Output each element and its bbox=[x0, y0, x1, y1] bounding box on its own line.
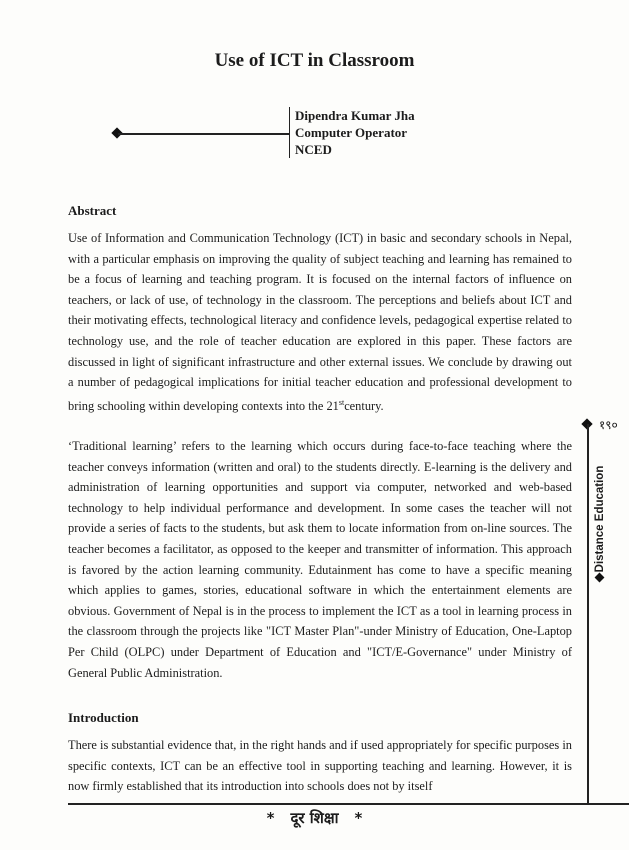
abstract-heading: Abstract bbox=[68, 203, 117, 218]
abstract-paragraph-2: ‘Traditional learning’ refers to the learning which occurs during face-to-face teaching where the teacher conveys information (written and oral) to the students directly. E-learning is the delivery and administration of learning opportunities and support via computer, networked and web-based technology to help individual performance and development. In some cases the teacher will not provide a series of facts to the students, but ask them to locate information from on-line sources. The teacher becomes a facilitator, as opposed to the keeper and transmitter of information. This approach is favored by the action learning community. Edutainment has come to have a specific meaning which applies to games, stories, educational software in which the entertainment elements are obvious. Government of Nepal is in the process to implement the ICT as a tool in learning process in the classroom through the projects like "ICT Master Plan"-under Ministry of Education, One-Laptop Per Child (OLPC) under Department of Education and "ICT/E-Governance" under Ministry of General Public Administration. bbox=[68, 439, 572, 680]
footer-rule-extension bbox=[589, 803, 629, 805]
ordinal-suffix: st bbox=[338, 397, 345, 407]
introduction-heading: Introduction bbox=[68, 710, 139, 725]
author-position: Computer Operator bbox=[295, 125, 408, 140]
author-block bbox=[289, 107, 455, 158]
author-organization: NCED bbox=[295, 142, 332, 157]
star-left-icon: * bbox=[266, 809, 275, 827]
abstract-paragraph-1-text: Use of Information and Communication Technology (ICT) in basic and secondary schools in Nepal, with a particular emphasis on improving the quality of subject teaching and learning has remained to be a focus of learning and teaching program. It is focused on the internal factors of influence on teachers, or lack of use, of technology in the classroom. The perceptions and beliefs about ICT and their motivating effects, technological literacy and confidence levels, pedagogical expertise related to technology use, and the role of teacher education are explored in this paper. These factors are discussed in light of significant infrastructure and other external issues. We conclude by drawing out a number of pedagogical implications for initial teacher education and professional development to bring schooling within developing contexts into the 21 bbox=[68, 231, 572, 413]
footer-journal-name: दूर शिक्षा bbox=[290, 809, 339, 827]
journal-label: Distance Education bbox=[594, 465, 606, 573]
footer bbox=[0, 808, 629, 828]
author-name: Dipendra Kumar Jha bbox=[295, 108, 415, 123]
page-number: १९० bbox=[599, 418, 618, 432]
star-right-icon: * bbox=[354, 809, 363, 827]
introduction-paragraph-1: There is substantial evidence that, in the right hands and if used appropriately for specific purposes in specific contexts, ICT can be an effective tool in supporting teaching and learning. However, it is now firmly established that its introduction into schools does not by itself bbox=[68, 738, 572, 794]
abstract-paragraph-1-end: century. bbox=[344, 398, 384, 413]
abstract-paragraph-1 bbox=[68, 228, 572, 416]
footer-rule bbox=[68, 803, 589, 805]
author-divider bbox=[118, 133, 289, 135]
diamond-small-icon bbox=[595, 573, 605, 583]
sidebar-rule bbox=[587, 424, 589, 804]
paper-title: Use of ICT in Classroom bbox=[214, 50, 415, 71]
